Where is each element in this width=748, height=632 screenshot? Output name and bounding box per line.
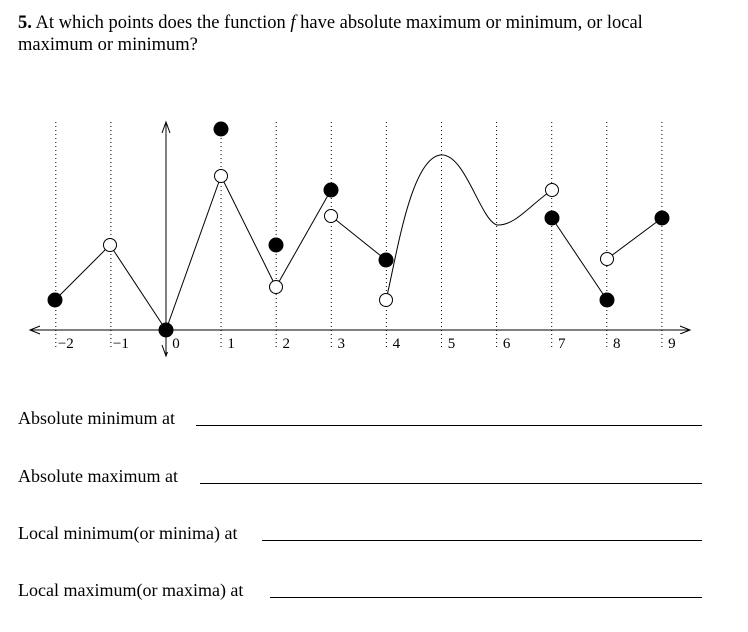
closed-dot-at-1 [214,122,228,136]
x-tick-labels [57,334,681,352]
x-tick-label: 5 [447,336,456,352]
answer-blank-local-maximum[interactable] [270,597,702,598]
x-tick-label: 0 [172,336,180,352]
closed-dot-at-4 [379,253,393,267]
x-tick-label: −2 [57,336,74,352]
answer-blank-absolute-minimum[interactable] [196,425,702,426]
x-tick-label: 8 [613,336,621,352]
answer-blank-absolute-maximum[interactable] [200,483,702,484]
x-tick-label: 9 [668,336,676,352]
open-dot-at-8 [601,253,614,266]
answer-local-maximum [18,580,243,601]
segment-8-to-9 [607,218,662,259]
closed-dot-at-9 [655,211,669,225]
x-tick-label: 7 [557,336,566,352]
segment-7-to-8 [552,218,607,300]
answer-absolute-minimum [18,408,175,429]
question-text-after: have absolute maximum or minimum, or local maximum or minimum? [18,13,643,55]
answer-blank-local-minimum[interactable] [262,540,702,541]
answer-label: Absolute minimum at [18,408,175,428]
answer-absolute-maximum [18,466,178,487]
open-dot-at-3 [325,210,338,223]
segment-3-to-4 [331,216,386,260]
x-tick-label: 1 [227,336,235,352]
x-tick-label: 3 [337,336,346,352]
vertical-gridlines [56,122,662,350]
open-dot-at-1 [215,170,228,183]
answer-label: Absolute maximum at [18,466,178,486]
function-curve [55,155,662,330]
function-symbol: f [290,13,296,33]
open-dot-at-4 [380,294,393,307]
open-dot-at-neg1 [104,239,117,252]
closed-dot-at-8 [600,293,614,307]
x-tick-label: 6 [502,336,511,352]
open-dot-at-7 [546,184,559,197]
closed-dot-at-2 [269,238,283,252]
closed-dot-at-neg2 [48,293,62,307]
graph-points [48,122,669,337]
open-dot-at-2 [270,281,283,294]
segment-4-to-7-smooth [386,155,552,300]
answer-label: Local maximum(or maxima) at [18,580,244,600]
question-number: 5. [18,13,32,33]
answer-local-minimum [18,523,237,544]
x-tick-label: 4 [392,336,401,352]
x-tick-label: 2 [282,336,290,352]
question-text-before: At which points does the function [35,13,286,33]
segment-2-to-3 [276,190,331,287]
answer-label: Local minimum(or minima) at [18,523,238,543]
closed-dot-at-3 [324,183,338,197]
segment-neg2-to-0 [55,245,166,330]
closed-dot-at-7 [545,211,559,225]
closed-dot-at-0 [159,323,173,337]
x-tick-label: −1 [112,336,129,352]
